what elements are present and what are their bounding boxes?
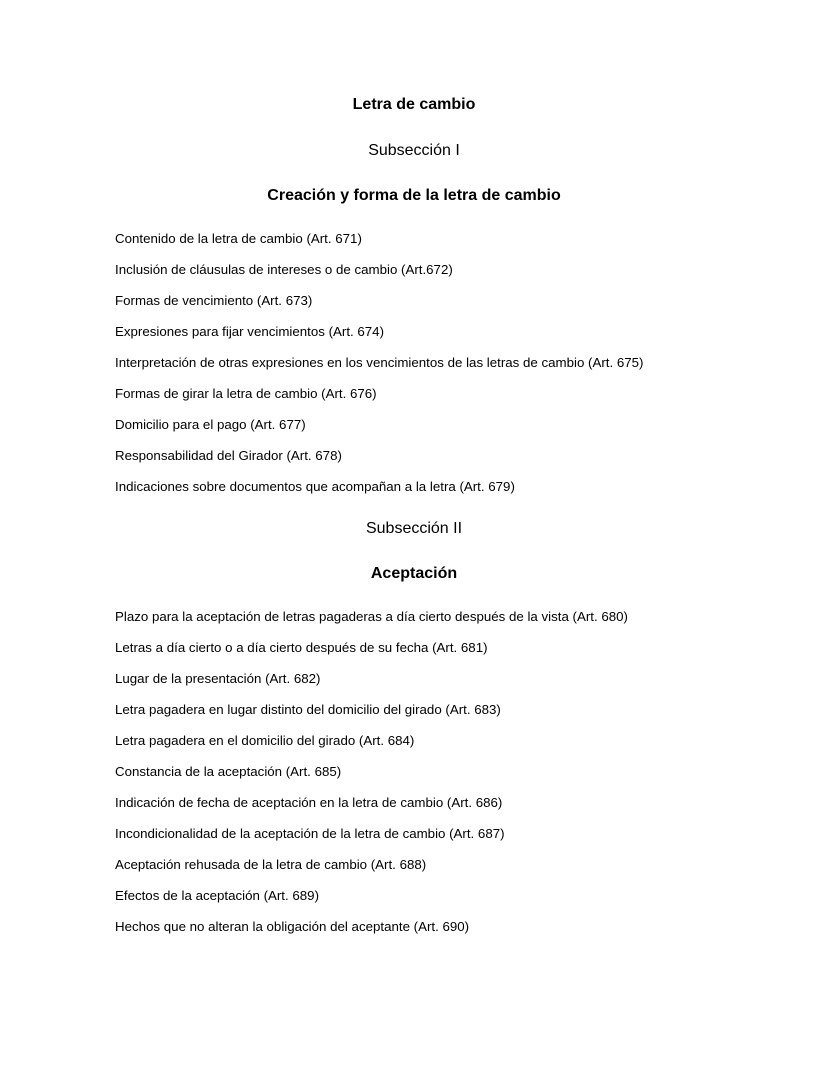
list-item: Responsabilidad del Girador (Art. 678) — [115, 448, 342, 463]
subsection-2-heading: Aceptación — [370, 565, 458, 582]
list-item: Contenido de la letra de cambio (Art. 671) — [115, 231, 362, 246]
list-item: Lugar de la presentación (Art. 682) — [115, 671, 321, 686]
subsection-2-label: Subsección II — [365, 520, 463, 537]
list-item: Aceptación rehusada de la letra de cambio (Art. 688) — [115, 857, 427, 872]
subsection-1-label: Subsección I — [368, 142, 460, 159]
list-item: Efectos de la aceptación (Art. 689) — [115, 888, 319, 903]
list-item: Hechos que no alteran la obligación del aceptante (Art. 690) — [115, 919, 470, 934]
subsection-1-entry-list — [115, 230, 643, 509]
list-item: Letra pagadera en el domicilio del girado (Art. 684) — [115, 733, 415, 748]
list-item: Formas de girar la letra de cambio (Art. 676) — [115, 386, 377, 401]
list-item: Letras a día cierto o a día cierto después de su fecha (Art. 681) — [115, 640, 488, 655]
list-item: Inclusión de cláusulas de intereses o de cambio (Art.672) — [115, 262, 453, 277]
document-title: Letra de cambio — [352, 96, 476, 113]
list-item: Indicación de fecha de aceptación en la letra de cambio (Art. 686) — [115, 795, 503, 810]
subsection-1-heading: Creación y forma de la letra de cambio — [267, 187, 561, 204]
list-item: Expresiones para fijar vencimientos (Art. 674) — [115, 324, 385, 339]
list-item: Incondicionalidad de la aceptación de la letra de cambio (Art. 687) — [115, 826, 505, 841]
subsection-2-entry-list — [115, 608, 628, 949]
list-item: Interpretación de otras expresiones en los vencimientos de las letras de cambio (Art. 675) — [115, 355, 644, 370]
list-item: Indicaciones sobre documentos que acompañan a la letra (Art. 679) — [115, 479, 515, 494]
list-item: Constancia de la aceptación (Art. 685) — [115, 764, 342, 779]
list-item: Formas de vencimiento (Art. 673) — [115, 293, 313, 308]
list-item: Letra pagadera en lugar distinto del domicilio del girado (Art. 683) — [115, 702, 501, 717]
list-item: Domicilio para el pago (Art. 677) — [115, 417, 306, 432]
list-item: Plazo para la aceptación de letras pagaderas a día cierto después de la vista (Art. 680) — [115, 609, 628, 624]
